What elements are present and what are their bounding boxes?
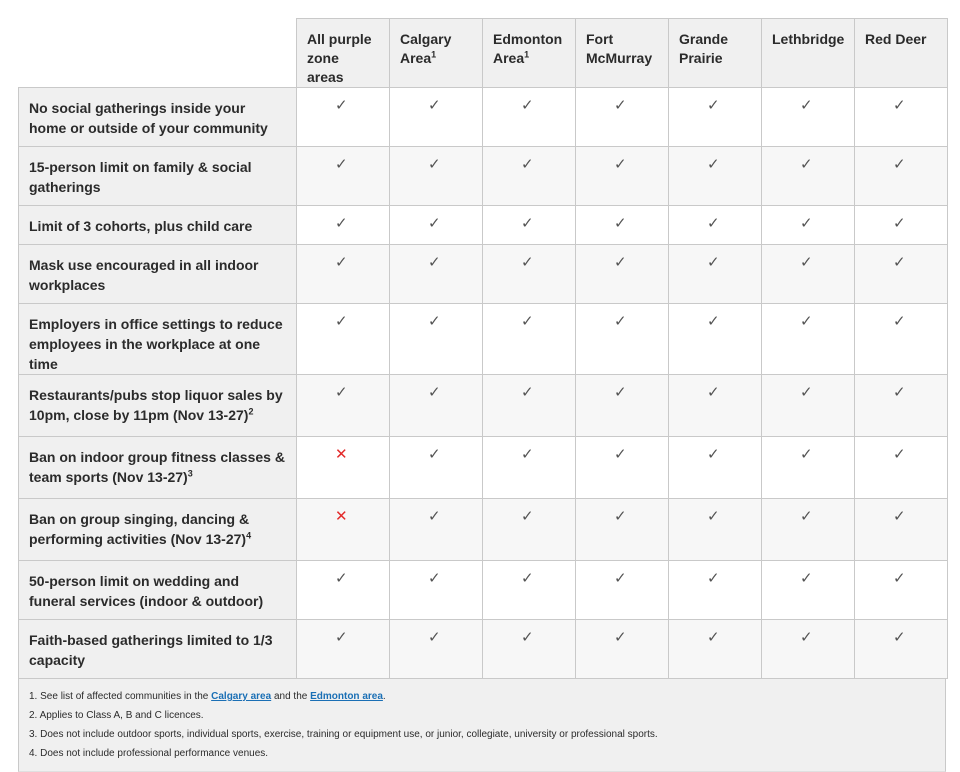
status-cell	[576, 245, 669, 304]
check-icon: ✓	[707, 569, 720, 587]
check-icon: ✓	[800, 383, 813, 401]
table-row	[19, 620, 948, 679]
check-icon: ✓	[893, 569, 906, 587]
restrictions-table-container	[18, 18, 946, 772]
check-icon: ✓	[521, 628, 534, 646]
check-icon: ✓	[800, 507, 813, 525]
status-cell	[483, 620, 576, 679]
check-icon: ✓	[707, 96, 720, 114]
status-cell	[762, 304, 855, 375]
check-icon: ✓	[428, 214, 441, 232]
row-label: No social gatherings inside your home or outside of your community	[19, 88, 297, 147]
status-cell	[855, 304, 948, 375]
status-cell	[390, 620, 483, 679]
check-icon: ✓	[893, 445, 906, 463]
check-icon: ✓	[335, 214, 348, 232]
status-cell	[390, 147, 483, 206]
status-cell	[576, 206, 669, 245]
footnote-2: 2. Applies to Class A, B and C licences.	[29, 710, 204, 721]
status-cell	[669, 245, 762, 304]
check-icon: ✓	[893, 383, 906, 401]
table-row	[19, 437, 948, 499]
check-icon: ✓	[428, 569, 441, 587]
check-icon: ✓	[893, 214, 906, 232]
status-cell	[762, 499, 855, 561]
row-label: Limit of 3 cohorts, plus child care	[19, 206, 297, 245]
check-icon: ✓	[614, 253, 627, 271]
row-label: Employers in office settings to reduce employees in the workplace at one time	[19, 304, 297, 375]
status-cell	[483, 245, 576, 304]
table-row	[19, 147, 948, 206]
status-cell	[669, 499, 762, 561]
footnote-ref: 2	[248, 406, 254, 417]
check-icon: ✓	[521, 214, 534, 232]
check-icon: ✓	[335, 312, 348, 330]
check-icon: ✓	[521, 96, 534, 114]
check-icon: ✓	[428, 507, 441, 525]
column-header-lethbridge: Lethbridge	[762, 19, 855, 88]
table-row	[19, 499, 948, 561]
status-cell	[483, 88, 576, 147]
status-cell	[855, 147, 948, 206]
status-cell	[669, 206, 762, 245]
check-icon: ✓	[707, 383, 720, 401]
status-cell	[855, 245, 948, 304]
check-icon: ✓	[614, 155, 627, 173]
status-cell	[390, 375, 483, 437]
check-icon: ✓	[707, 628, 720, 646]
check-icon: ✓	[428, 628, 441, 646]
status-cell	[390, 206, 483, 245]
status-cell	[483, 437, 576, 499]
status-cell	[576, 375, 669, 437]
status-cell	[855, 499, 948, 561]
status-cell	[390, 437, 483, 499]
check-icon: ✓	[614, 214, 627, 232]
check-icon: ✓	[614, 628, 627, 646]
column-header-edmonton: Edmonton Area$^1$	[483, 19, 576, 88]
check-icon: ✓	[800, 628, 813, 646]
row-label: 50-person limit on wedding and funeral services (indoor & outdoor)	[19, 561, 297, 620]
row-label: Mask use encouraged in all indoor workplaces	[19, 245, 297, 304]
check-icon: ✓	[521, 445, 534, 463]
check-icon: ✓	[800, 445, 813, 463]
status-cell	[762, 620, 855, 679]
status-cell	[390, 304, 483, 375]
status-cell	[669, 147, 762, 206]
table-row	[19, 304, 948, 375]
status-cell	[483, 147, 576, 206]
check-icon: ✓	[335, 383, 348, 401]
status-cell	[855, 206, 948, 245]
check-icon: ✓	[893, 155, 906, 173]
row-label: Restaurants/pubs stop liquor sales by 10pm, close by 11pm (Nov 13-27)$^2$	[19, 375, 297, 437]
status-cell	[297, 206, 390, 245]
footnote-ref: 3	[187, 468, 193, 479]
status-cell	[669, 88, 762, 147]
check-icon: ✓	[521, 569, 534, 587]
table-row	[19, 561, 948, 620]
footnote-ref: 1	[524, 49, 530, 60]
check-icon: ✓	[521, 507, 534, 525]
status-cell	[297, 437, 390, 499]
status-cell	[390, 245, 483, 304]
status-cell	[669, 561, 762, 620]
calgary-area-link[interactable]: Calgary area	[211, 691, 272, 702]
check-icon: ✓	[800, 312, 813, 330]
status-cell	[297, 88, 390, 147]
check-icon: ✓	[614, 96, 627, 114]
check-icon: ✓	[428, 96, 441, 114]
status-cell	[762, 375, 855, 437]
footnote-1: 1. See list of affected communities in the Calgary area and the Edmonton area.	[29, 691, 386, 702]
check-icon: ✓	[335, 155, 348, 173]
footnote-3: 3. Does not include outdoor sports, individual sports, exercise, training or equipment use, or junior, collegiate, university or professional sports.	[29, 729, 658, 740]
table-row	[19, 206, 948, 245]
status-cell	[297, 147, 390, 206]
check-icon: ✓	[707, 507, 720, 525]
check-icon: ✓	[335, 628, 348, 646]
check-icon: ✓	[707, 312, 720, 330]
check-icon: ✓	[893, 507, 906, 525]
check-icon: ✓	[428, 445, 441, 463]
status-cell	[576, 561, 669, 620]
status-cell	[669, 375, 762, 437]
status-cell	[855, 88, 948, 147]
status-cell	[855, 620, 948, 679]
status-cell	[297, 304, 390, 375]
check-icon: ✓	[800, 214, 813, 232]
status-cell	[390, 499, 483, 561]
status-cell	[297, 245, 390, 304]
status-cell	[297, 620, 390, 679]
status-cell	[762, 437, 855, 499]
status-cell	[762, 147, 855, 206]
status-cell	[483, 304, 576, 375]
restrictions-table	[18, 18, 948, 679]
check-icon: ✓	[614, 445, 627, 463]
row-label: Ban on indoor group fitness classes & team sports (Nov 13-27)$^3$	[19, 437, 297, 499]
header-row	[19, 19, 948, 88]
cross-icon: ✕	[335, 507, 348, 525]
status-cell	[855, 375, 948, 437]
check-icon: ✓	[521, 155, 534, 173]
check-icon: ✓	[428, 383, 441, 401]
check-icon: ✓	[707, 155, 720, 173]
status-cell	[576, 147, 669, 206]
status-cell	[669, 620, 762, 679]
row-label: Ban on group singing, dancing & performing activities (Nov 13-27)$^4$	[19, 499, 297, 561]
check-icon: ✓	[521, 253, 534, 271]
check-icon: ✓	[800, 155, 813, 173]
status-cell	[762, 88, 855, 147]
status-cell	[483, 561, 576, 620]
column-header-red-deer: Red Deer	[855, 19, 948, 88]
check-icon: ✓	[335, 253, 348, 271]
status-cell	[669, 304, 762, 375]
status-cell	[762, 206, 855, 245]
status-cell	[297, 375, 390, 437]
status-cell	[576, 620, 669, 679]
check-icon: ✓	[521, 312, 534, 330]
status-cell	[390, 561, 483, 620]
check-icon: ✓	[335, 96, 348, 114]
check-icon: ✓	[893, 628, 906, 646]
check-icon: ✓	[893, 312, 906, 330]
column-header-all-purple: All purple zone areas	[297, 19, 390, 88]
row-label: 15-person limit on family & social gatherings	[19, 147, 297, 206]
table-row	[19, 88, 948, 147]
check-icon: ✓	[521, 383, 534, 401]
check-icon: ✓	[428, 155, 441, 173]
edmonton-area-link[interactable]: Edmonton area	[310, 691, 383, 702]
cross-icon: ✕	[335, 445, 348, 463]
status-cell	[576, 304, 669, 375]
status-cell	[390, 88, 483, 147]
status-cell	[576, 437, 669, 499]
table-row	[19, 375, 948, 437]
status-cell	[855, 561, 948, 620]
check-icon: ✓	[614, 507, 627, 525]
column-header-grande-prairie: Grande Prairie	[669, 19, 762, 88]
check-icon: ✓	[800, 96, 813, 114]
check-icon: ✓	[614, 383, 627, 401]
status-cell	[669, 437, 762, 499]
check-icon: ✓	[335, 569, 348, 587]
column-header-fort-mcmurray: Fort McMurray	[576, 19, 669, 88]
check-icon: ✓	[614, 312, 627, 330]
check-icon: ✓	[893, 96, 906, 114]
check-icon: ✓	[707, 445, 720, 463]
check-icon: ✓	[428, 312, 441, 330]
status-cell	[576, 499, 669, 561]
footnote-4: 4. Does not include professional performance venues.	[29, 748, 269, 759]
status-cell	[855, 437, 948, 499]
check-icon: ✓	[707, 253, 720, 271]
restrictions-body	[19, 88, 948, 679]
check-icon: ✓	[614, 569, 627, 587]
status-cell	[762, 245, 855, 304]
status-cell	[297, 561, 390, 620]
check-icon: ✓	[428, 253, 441, 271]
footnote-ref: 1	[431, 49, 437, 60]
status-cell	[483, 375, 576, 437]
column-header-calgary: Calgary Area$^1$	[390, 19, 483, 88]
check-icon: ✓	[707, 214, 720, 232]
corner-cell	[19, 19, 297, 88]
check-icon: ✓	[800, 569, 813, 587]
check-icon: ✓	[800, 253, 813, 271]
row-label: Faith-based gatherings limited to 1/3 capacity	[19, 620, 297, 679]
check-icon: ✓	[893, 253, 906, 271]
status-cell	[576, 88, 669, 147]
status-cell	[297, 499, 390, 561]
footnote-ref: 4	[246, 530, 252, 541]
status-cell	[483, 499, 576, 561]
status-cell	[762, 561, 855, 620]
table-row	[19, 245, 948, 304]
footnotes	[18, 679, 946, 772]
status-cell	[483, 206, 576, 245]
